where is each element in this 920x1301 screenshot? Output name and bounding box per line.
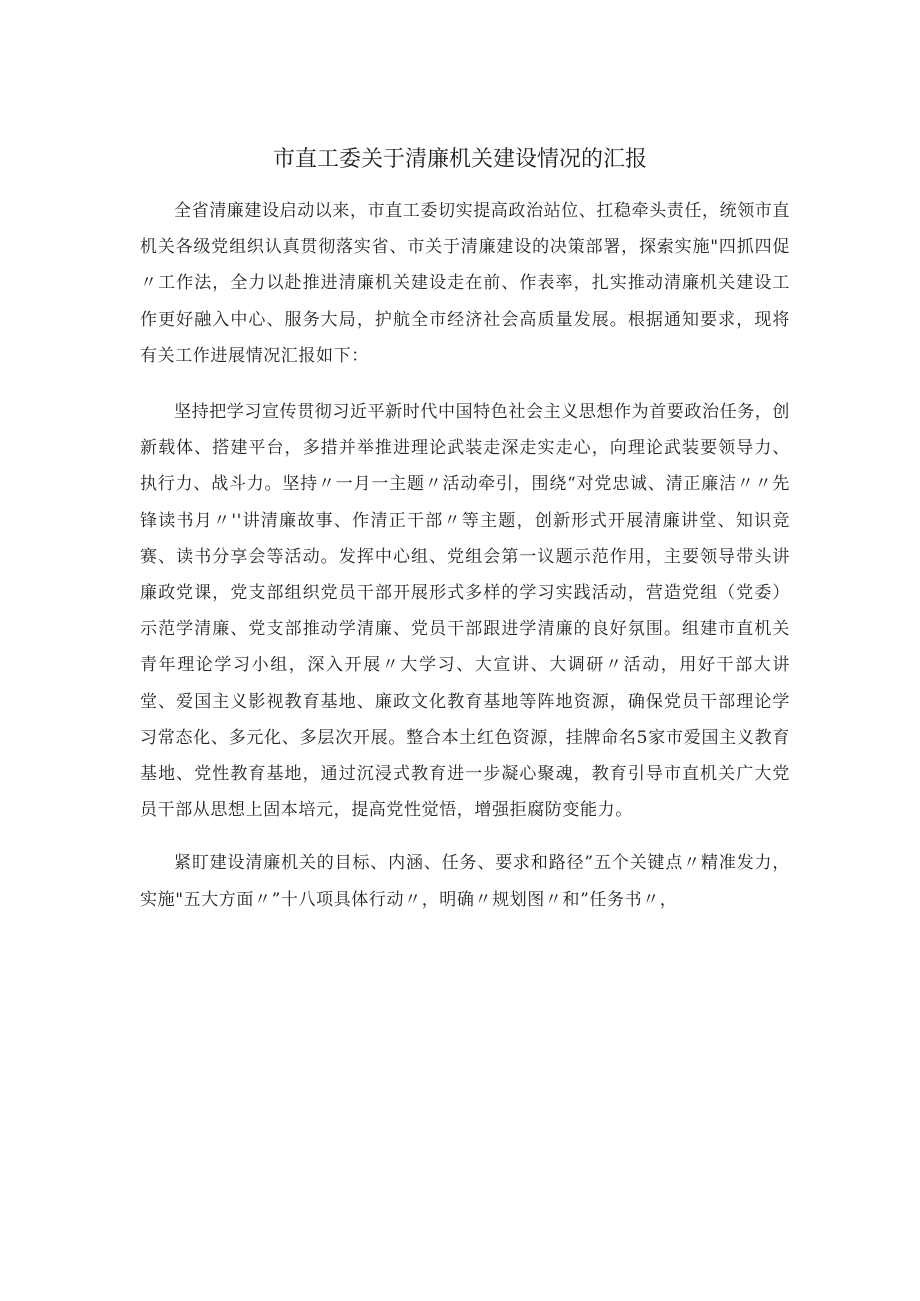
- paragraph-intro: 全省清廉建设启动以来，市直工委切实提高政治站位、扛稳牵头责任，统领市直机关各级党组织认真贯彻落实省、市关于清廉建设的决策部署，探索实施"四抓四促〃工作法，全力以赴推进清廉机关建设走在前、作表率，扎实推动清廉机关建设工作更好融入中心、服务大局，护航全市经济社会高质量发展。根据通知要求，现将有关工作进展情况汇报如下：: [140, 201, 790, 366]
- paragraph-theory-study: 坚持把学习宣传贯彻习近平新时代中国特色社会主义思想作为首要政治任务，创新载体、搭建平台，多措并举推进理论武装走深走实走心，向理论武装要领导力、执行力、战斗力。坚持〃一月一主题〃活动牵引，围绕“对党忠诚、清正廉洁〃〃先锋读书月〃''讲清廉故事、作清正干部〃等主题，创新形式开展清廉讲堂、知识竞赛、读书分享会等活动。发挥中心组、党组会第一议题示范作用，主要领导带头讲廉政党课，党支部组织党员干部开展形式多样的学习实践活动，营造党组（党委）示范学清廉、党支部推动学清廉、党员干部跟进学清廉的良好氛围。组建市直机关青年理论学习小组，深入开展〃大学习、大宣讲、大调研〃活动，用好干部大讲堂、爱国主义影视教育基地、廉政文化教育基地等阵地资源，确保党员干部理论学习常态化、多元化、多层次开展。整合本土红色资源，挂牌命名5家市爱国主义教育基地、党性教育基地，通过沉浸式教育进一步凝心聚魂，教育引导市直机关广大党员干部从思想上固本培元，提高党性觉悟，增强拒腐防变能力。: [140, 402, 790, 821]
- document-title: 市直工委关于清廉机关建设情况的汇报: [272, 147, 647, 172]
- document-body: [140, 193, 790, 918]
- paragraph-key-points: 紧盯建设清廉机关的目标、内涵、任务、要求和路径”五个关键点〃精准发力，实施"五大方面〃”十八项具体行动〃，明确〃规划图〃和”任务书〃，: [140, 853, 790, 910]
